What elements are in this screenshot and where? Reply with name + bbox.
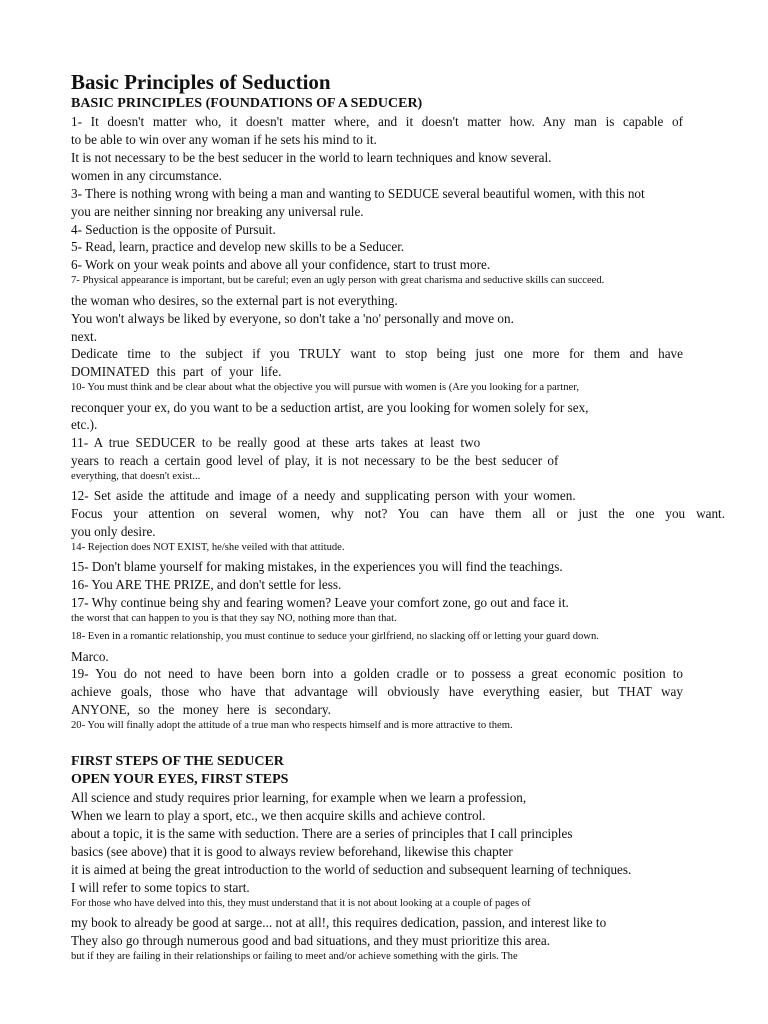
text-line: years to reach a certain good level of play, it is not necessary to be the best seducer of bbox=[71, 453, 559, 468]
text-line: 5- Read, learn, practice and develop new skills to be a Seducer. bbox=[71, 239, 405, 254]
text-line: 18- Even in a romantic relationship, you must continue to seduce your girlfriend, no slacking off or letting your guard down. bbox=[71, 631, 599, 642]
text-line: women in any circumstance. bbox=[71, 168, 222, 183]
text-line: it is aimed at being the great introduction to the world of seduction and subsequent learning of techniques. bbox=[71, 862, 632, 877]
text-line: For those who have delved into this, they must understand that it is not about looking at a couple of pages of bbox=[71, 898, 531, 909]
text-line: 7- Physical appearance is important, but be careful; even an ugly person with great charisma and seductive skills can succeed. bbox=[71, 275, 605, 286]
text-line: ANYONE, so the money here is secondary. bbox=[71, 702, 331, 717]
text-line: my book to already be good at sarge... not at all!, this requires dedication, passion, and interest like to bbox=[71, 915, 607, 930]
text-line: I will refer to some topics to start. bbox=[71, 880, 250, 895]
text-line: 3- There is nothing wrong with being a man and wanting to SEDUCE several beautiful women, with this not bbox=[71, 186, 645, 201]
text-line: the worst that can happen to you is that they say NO, nothing more than that. bbox=[71, 613, 397, 624]
text-line: the woman who desires, so the external part is not everything. bbox=[71, 293, 398, 308]
section-heading: FIRST STEPS OF THE SEDUCER bbox=[71, 754, 284, 769]
document-title: Basic Principles of Seduction bbox=[71, 70, 331, 94]
text-line: Marco. bbox=[71, 649, 109, 664]
text-line: When we learn to play a sport, etc., we then acquire skills and achieve control. bbox=[71, 808, 486, 823]
text-line: next. bbox=[71, 329, 98, 344]
text-line: It is not necessary to be the best seducer in the world to learn techniques and know several. bbox=[71, 150, 552, 165]
text-line: you only desire. bbox=[71, 524, 156, 539]
text-line: 10- You must think and be clear about what the objective you will pursue with women is (Are you looking for a partner, bbox=[71, 382, 579, 393]
text-line: 15- Don't blame yourself for making mistakes, in the experiences you will find the teachings. bbox=[71, 559, 563, 574]
text-line: They also go through numerous good and bad situations, and they must prioritize this area. bbox=[71, 933, 551, 948]
text-line: 6- Work on your weak points and above all your confidence, start to trust more. bbox=[71, 257, 491, 272]
text-line: but if they are failing in their relationships or failing to meet and/or achieve something with the girls. The bbox=[71, 951, 518, 962]
section-heading: BASIC PRINCIPLES (FOUNDATIONS OF A SEDUCER) bbox=[71, 96, 423, 111]
text-line: 17- Why continue being shy and fearing women? Leave your comfort zone, go out and face it. bbox=[71, 595, 569, 610]
text-line: achieve goals, those who have that advantage will obviously have everything easier, but THAT way bbox=[71, 684, 683, 699]
text-line: reconquer your ex, do you want to be a seduction artist, are you looking for women solely for sex, bbox=[71, 400, 589, 415]
text-line: 12- Set aside the attitude and image of a needy and supplicating person with your women. bbox=[71, 488, 576, 503]
text-line: 11- A true SEDUCER to be really good at these arts takes at least two bbox=[71, 435, 481, 450]
text-line: to be able to win over any woman if he sets his mind to it. bbox=[71, 132, 377, 147]
text-line: everything, that doesn't exist... bbox=[71, 471, 201, 482]
text-line: you are neither sinning nor breaking any universal rule. bbox=[71, 204, 364, 219]
text-line: Focus your attention on several women, why not? You can have them all or just the one you want. bbox=[71, 506, 725, 521]
text-line: etc.). bbox=[71, 417, 98, 432]
text-line: 19- You do not need to have been born into a golden cradle or to possess a great economic position to bbox=[71, 666, 683, 681]
text-line: 20- You will finally adopt the attitude of a true man who respects himself and is more attractive to them. bbox=[71, 720, 513, 731]
text-line: All science and study requires prior learning, for example when we learn a profession, bbox=[71, 790, 527, 805]
text-line: You won't always be liked by everyone, so don't take a 'no' personally and move on. bbox=[71, 311, 514, 326]
text-line: DOMINATED this part of your life. bbox=[71, 364, 282, 379]
text-line: 1- It doesn't matter who, it doesn't matter where, and it doesn't matter how. Any man is capable of bbox=[71, 114, 683, 129]
text-line: 4- Seduction is the opposite of Pursuit. bbox=[71, 222, 276, 237]
text-line: Dedicate time to the subject if you TRULY want to stop being just one more for them and have bbox=[71, 346, 683, 361]
section-subheading: OPEN YOUR EYES, FIRST STEPS bbox=[71, 772, 289, 787]
text-line: 14- Rejection does NOT EXIST, he/she veiled with that attitude. bbox=[71, 542, 345, 553]
text-line: basics (see above) that it is good to always review beforehand, likewise this chapter bbox=[71, 844, 513, 859]
text-line: about a topic, it is the same with seduction. There are a series of principles that I call principles bbox=[71, 826, 573, 841]
text-line: 16- You ARE THE PRIZE, and don't settle for less. bbox=[71, 577, 342, 592]
